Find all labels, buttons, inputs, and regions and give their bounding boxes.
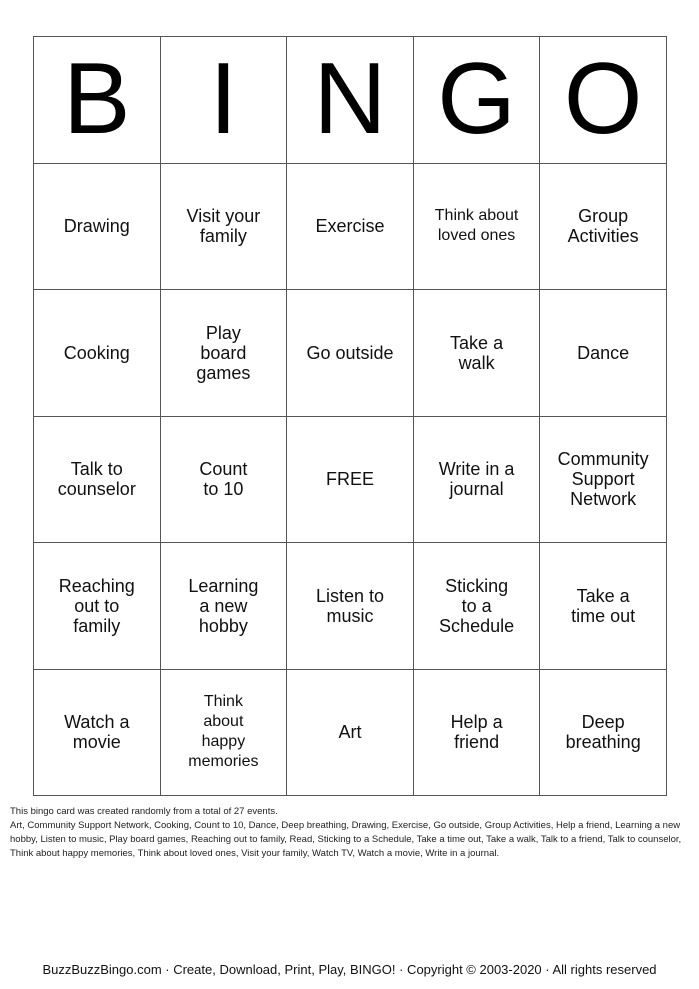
bingo-cell bbox=[413, 416, 540, 543]
cell-text: Group Activities bbox=[567, 206, 639, 247]
cell-text: Art bbox=[338, 722, 362, 743]
cell-text: Sticking to a Schedule bbox=[439, 575, 515, 636]
bingo-row bbox=[34, 163, 667, 290]
bingo-cell bbox=[160, 543, 287, 670]
bingo-cell bbox=[160, 290, 287, 417]
bingo-cell bbox=[287, 669, 414, 796]
bingo-row bbox=[34, 290, 667, 417]
cell-text: Take a time out bbox=[571, 585, 636, 626]
bingo-cell bbox=[34, 669, 161, 796]
free-space-text: FREE bbox=[325, 469, 374, 490]
cell-text: Dance bbox=[577, 342, 630, 363]
cell-text: Exercise bbox=[315, 216, 385, 237]
bingo-cell bbox=[160, 163, 287, 290]
card-description bbox=[10, 805, 695, 861]
free-space-cell bbox=[287, 416, 414, 543]
bingo-cell bbox=[413, 290, 540, 417]
bingo-row bbox=[34, 416, 667, 543]
footer-copyright: BuzzBuzzBingo.com · Create, Download, Print, Play, BINGO! · Copyright © 2003-2020 · All rights reserved bbox=[42, 962, 657, 977]
bingo-cell bbox=[160, 669, 287, 796]
cell-text: Talk to counselor bbox=[57, 459, 136, 500]
bingo-cell bbox=[287, 543, 414, 670]
header-letter-i: I bbox=[160, 37, 287, 164]
cell-text: Listen to music bbox=[315, 585, 384, 626]
cell-text: Cooking bbox=[63, 342, 130, 363]
bingo-cell bbox=[540, 669, 667, 796]
bingo-cell bbox=[413, 543, 540, 670]
bingo-cell bbox=[413, 669, 540, 796]
bingo-cell bbox=[34, 290, 161, 417]
cell-text: Learning a new hobby bbox=[188, 575, 259, 636]
header-letter-g: G bbox=[413, 37, 540, 164]
cell-text: Community Support Network bbox=[557, 449, 649, 510]
cell-text: Play board games bbox=[196, 322, 251, 383]
bingo-cell bbox=[413, 163, 540, 290]
events-list: Art, Community Support Network, Cooking, Count to 10, Dance, Deep breathing, Drawing, Exercise, Go outside, Group Activities, Help a friend, Learning a new hobby, Listen to music, Play board games, Reaching out to family, Read, Sticking to a Schedule, Take a time out, Take a walk, Talk to a friend, Talk to counselor, Think about happy memories, Think about loved ones, Visit your family, Watch TV, Watch a movie, Write in a journal. bbox=[10, 820, 682, 859]
bingo-row bbox=[34, 543, 667, 670]
cell-text: Watch a movie bbox=[64, 712, 130, 753]
cell-text: Take a walk bbox=[450, 332, 504, 373]
bingo-row bbox=[34, 669, 667, 796]
cell-text: Visit your family bbox=[186, 206, 261, 247]
cell-text: Think about happy memories bbox=[188, 693, 259, 771]
bingo-cell bbox=[34, 543, 161, 670]
bingo-cell bbox=[540, 543, 667, 670]
bingo-cell bbox=[34, 163, 161, 290]
bingo-cell bbox=[540, 163, 667, 290]
cell-text: Count to 10 bbox=[199, 459, 248, 500]
bingo-cell bbox=[540, 416, 667, 543]
header-letter-o: O bbox=[540, 37, 667, 164]
cell-text: Deep breathing bbox=[565, 712, 641, 753]
bingo-cell bbox=[287, 163, 414, 290]
bingo-cell bbox=[160, 416, 287, 543]
bingo-header-row bbox=[34, 37, 667, 164]
cell-text: Reaching out to family bbox=[58, 575, 135, 636]
cell-text: Help a friend bbox=[450, 712, 503, 753]
bingo-cell bbox=[540, 290, 667, 417]
header-letter-b: B bbox=[34, 37, 161, 164]
cell-text: Write in a journal bbox=[438, 459, 515, 500]
cell-text: Think about loved ones bbox=[434, 207, 519, 245]
card-summary: This bingo card was created randomly from a total of 27 events. bbox=[10, 806, 278, 817]
cell-text: Drawing bbox=[63, 216, 130, 237]
bingo-card bbox=[33, 36, 667, 796]
cell-text: Go outside bbox=[306, 342, 394, 363]
header-letter-n: N bbox=[287, 37, 414, 164]
bingo-cell bbox=[34, 416, 161, 543]
bingo-cell bbox=[287, 290, 414, 417]
